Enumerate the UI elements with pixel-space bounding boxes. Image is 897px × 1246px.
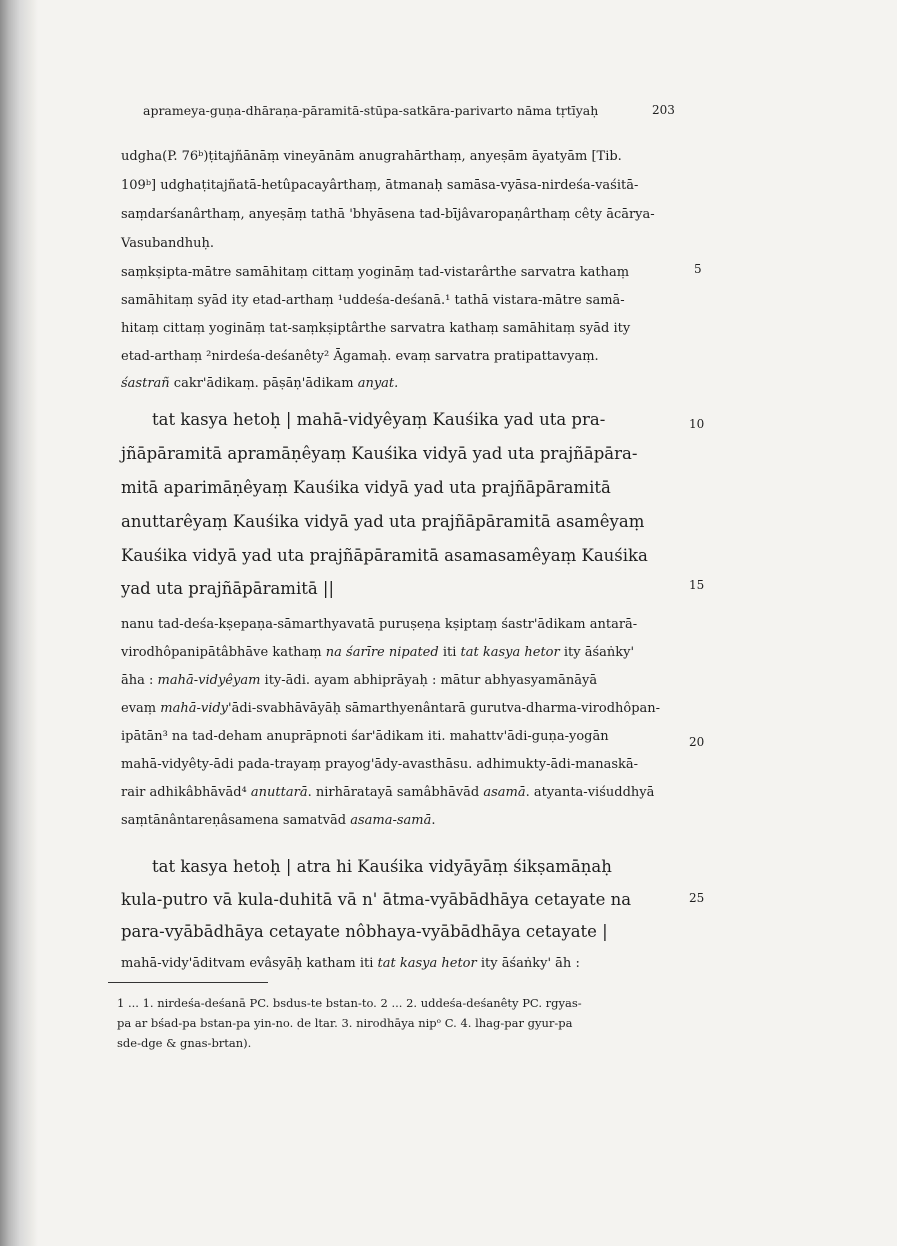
line-number: 15 [689,578,705,592]
commentary-line [121,813,436,828]
prose-text: ity āśaṅky' āh : [476,956,580,971]
prose-text: ādi-svabhāvāyāḥ sāmarthyenântarā gurutva-dharma-virodhôpan- [231,701,661,716]
italic-term: anyat. [357,376,399,391]
prose-text: rair adhikâbhāvād⁴ [121,785,251,800]
italic-term: tat kasya hetor [460,645,560,660]
verse-line: jñāpāramitā apramāṇêyaṃ Kauśika vidyā yad uta prajñāpāra- [121,444,638,463]
italic-term: mahā-vidy' [160,701,232,716]
verse-line: Kauśika vidyā yad uta prajñāpāramitā asamasamêyaṃ Kauśika [121,546,648,565]
prose-line: saṃkṣipta-mātre samāhitaṃ cittaṃ yogināṃ tad-vistarârthe sarvatra kathaṃ [121,265,630,280]
prose-text: . atyanta-viśuddhyā [525,785,655,800]
footnote-rule [108,982,268,983]
line-number: 10 [689,417,705,431]
prose-line: samāhitaṃ syād ity etad-arthaṃ ¹uddeśa-deśanā.¹ tathā vistara-mātre samā- [121,293,625,308]
verse-line: anuttarêyaṃ Kauśika vidyā yad uta prajñāpāramitā asamêyaṃ [121,512,645,531]
commentary-line: mahā-vidyêty-ādi pada-trayaṃ prayog'ādy-avasthāsu. adhimukty-ādi-manaskā- [121,757,639,772]
italic-term: tat kasya hetor [377,956,477,971]
footnote-line: pa ar bśad-pa bstan-pa yin-no. de ltar. 3. nirodhāya nipᵒ C. 4. lhag-par gyur-pa [117,1016,573,1030]
italic-term: anuttarā [250,785,308,800]
verse-line: yad uta prajñāpāramitā || [121,579,335,598]
prose-text: ity āśaṅky' [559,645,635,660]
verse-line: mitā aparimāṇêyaṃ Kauśika vidyā yad uta prajñāpāramitā [121,478,611,497]
prose-text: āha : [121,673,158,688]
footnote-line: 1 ... 1. nirdeśa-deśanā PC. bsdus-te bstan-to. 2 ... 2. uddeśa-deśanêty PC. rgyas- [117,996,582,1010]
prose-text: iti [438,645,461,660]
commentary-line: nanu tad-deśa-kṣepaṇa-sāmarthyavatā puruṣeṇa kṣiptaṃ śastr'ādikam antarā- [121,617,638,632]
prose-line: udgha(P. 76ᵇ)ṭitajñānāṃ vineyānām anugrahārthaṃ, anyeṣām āyatyām [Tib. [121,149,622,164]
commentary-line [121,645,634,660]
commentary-line [121,701,660,716]
footnote-line: sde-dge & gnas-brtan). [117,1036,252,1050]
italic-term: asama-samā [350,813,432,828]
prose-line: hitaṃ cittaṃ yogināṃ tat-saṃkṣiptârthe sarvatra kathaṃ samāhitaṃ syād ity [121,321,631,336]
verse-line: para-vyābādhāya cetayate nôbhaya-vyābādhāya cetayate | [121,922,608,941]
commentary-line [121,673,597,688]
page-number: 203 [652,103,675,117]
prose-text: . nirhāratayā samâbhāvād [307,785,484,800]
italic-term: mahā-vidyêyam [157,673,261,688]
italic-term: na śarīre nipated [325,645,439,660]
book-binding-shadow [0,0,38,1246]
prose-line [121,376,398,391]
running-title: aprameya-guṇa-dhāraṇa-pāramitā-stūpa-satkāra-parivarto nāma tṛtīyaḥ [143,103,599,118]
verse-line: tat kasya hetoḥ | mahā-vidyêyaṃ Kauśika yad uta pra- [152,410,606,429]
prose-text: virodhôpanipātâbhāve kathaṃ [121,645,326,660]
prose-text: cakr'ādikaṃ. pāṣāṇ'ādikam [169,376,358,391]
prose-text: . [431,813,436,828]
italic-term: asamā [483,785,526,800]
italic-term: śastrañ [121,376,170,391]
prose-line: saṃdarśanârthaṃ, anyeṣāṃ tathā 'bhyāsena tad-bījâvaropaṇârthaṃ cêty ācārya- [121,207,655,222]
verse-line: kula-putro vā kula-duhitā vā n' ātma-vyābādhāya cetayate na [121,890,632,909]
prose-line: etad-arthaṃ ²nirdeśa-deśanêty² Āgamaḥ. evaṃ sarvatra pratipattavyaṃ. [121,349,599,364]
prose-line: Vasubandhuḥ. [121,236,215,251]
prose-text: saṃtānântareṇâsamena samatvād [121,813,351,828]
commentary-line: ipātān³ na tad-deham anuprāpnoti śar'ādikam iti. mahattv'ādi-guṇa-yogān [121,729,609,744]
line-number: 20 [689,735,705,749]
commentary-line [121,785,654,800]
line-number: 25 [689,891,705,905]
prose-text: mahā-vidy'āditvam evâsyāḥ katham iti [121,956,378,971]
commentary-line [121,956,580,971]
prose-text: ity-ādi. ayam abhiprāyaḥ : mātur abhyasyamānāyā [260,673,598,688]
line-number: 5 [694,262,702,276]
prose-line: 109ᵇ] udghaṭitajñatā-hetûpacayârthaṃ, ātmanaḥ samāsa-vyāsa-nirdeśa-vaśitā- [121,178,639,193]
verse-line: tat kasya hetoḥ | atra hi Kauśika vidyāyāṃ śikṣamāṇaḥ [152,857,612,876]
prose-text: evaṃ [121,701,161,716]
